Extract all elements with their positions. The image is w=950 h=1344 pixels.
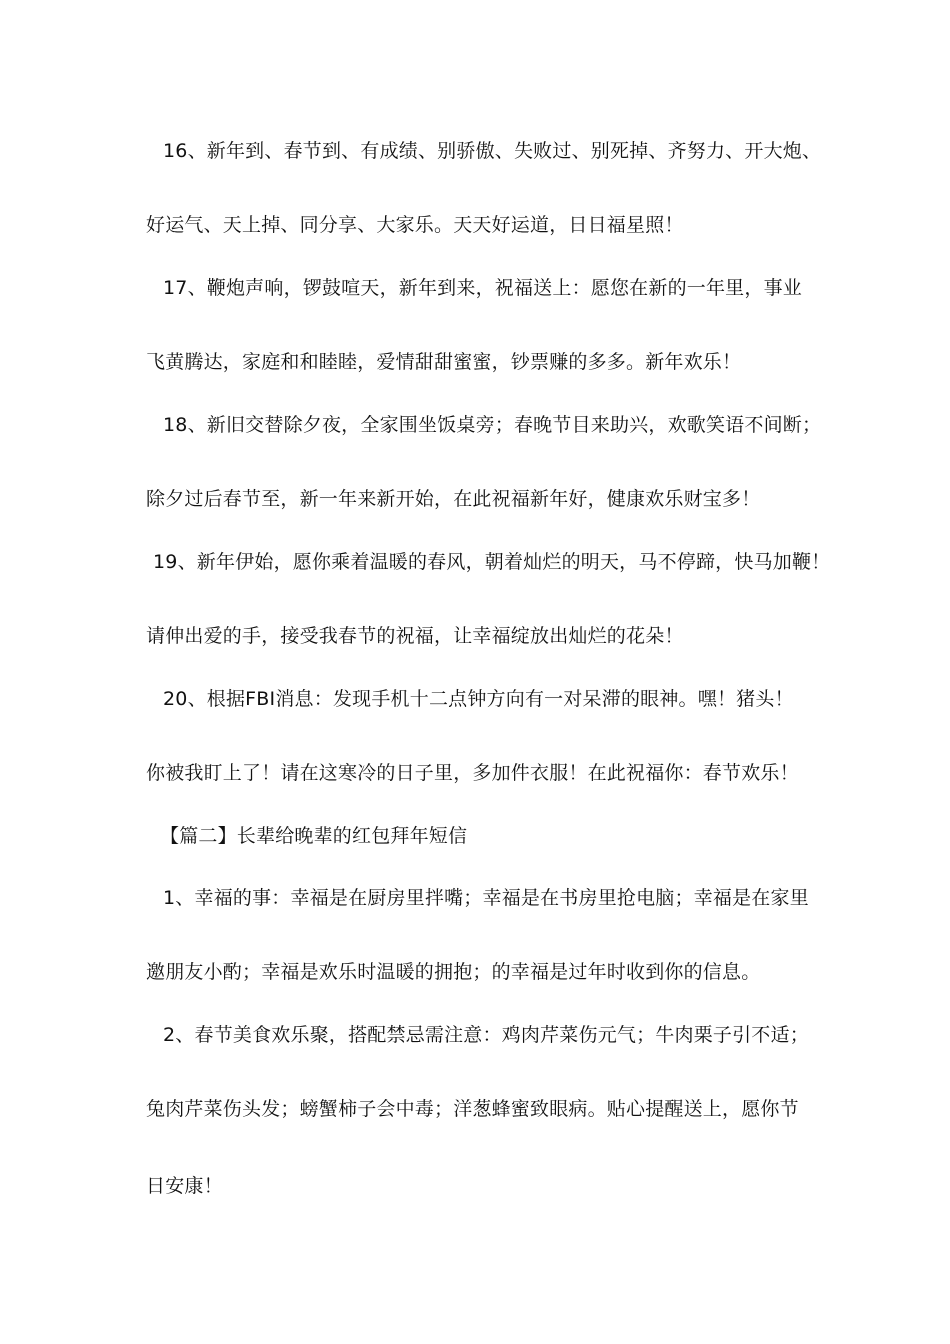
section-heading: 【篇二】长辈给晚辈的红包拜年短信 <box>160 825 468 847</box>
text-line: 18、新旧交替除夕夜，全家围坐饭桌旁；春晚节目来助兴，欢歌笑语不间断； <box>163 414 822 436</box>
text-line: 16、新年到、春节到、有成绩、别骄傲、失败过、别死掉、齐努力、开大炮、 <box>163 140 822 162</box>
text-line: 好运气、天上掉、同分享、大家乐。天天好运道，日日福星照！ <box>146 214 684 236</box>
text-line: 邀朋友小酌；幸福是欢乐时温暖的拥抱；的幸福是过年时收到你的信息。 <box>146 961 761 983</box>
text-line: 请伸出爱的手，接受我春节的祝福，让幸福绽放出灿烂的花朵！ <box>146 625 684 647</box>
text-line: 1、幸福的事：幸福是在厨房里拌嘴；幸福是在书房里抢电脑；幸福是在家里 <box>163 887 809 909</box>
text-line: 2、春节美食欢乐聚，搭配禁忌需注意：鸡肉芹菜伤元气；牛肉栗子引不适； <box>163 1024 809 1046</box>
text-line: 20、根据FBI消息：发现手机十二点钟方向有一对呆滞的眼神。嘿！猪头！ <box>163 688 794 710</box>
text-line: 你被我盯上了！请在这寒冷的日子里，多加件衣服！在此祝福你：春节欢乐！ <box>146 762 799 784</box>
text-line: 除夕过后春节至，新一年来新开始，在此祝福新年好，健康欢乐财宝多！ <box>146 488 761 510</box>
text-line: 日安康！ <box>146 1175 223 1197</box>
text-line: 兔肉芹菜伤头发；螃蟹柿子会中毒；洋葱蜂蜜致眼病。贴心提醒送上，愿你节 <box>146 1098 799 1120</box>
text-line: 19、新年伊始，愿你乘着温暖的春风，朝着灿烂的明天，马不停蹄，快马加鞭！ <box>153 551 831 573</box>
text-line: 飞黄腾达，家庭和和睦睦，爱情甜甜蜜蜜，钞票赚的多多。新年欢乐！ <box>146 351 742 373</box>
text-line: 17、鞭炮声响，锣鼓喧天，新年到来，祝福送上：愿您在新的一年里，事业 <box>163 277 802 299</box>
